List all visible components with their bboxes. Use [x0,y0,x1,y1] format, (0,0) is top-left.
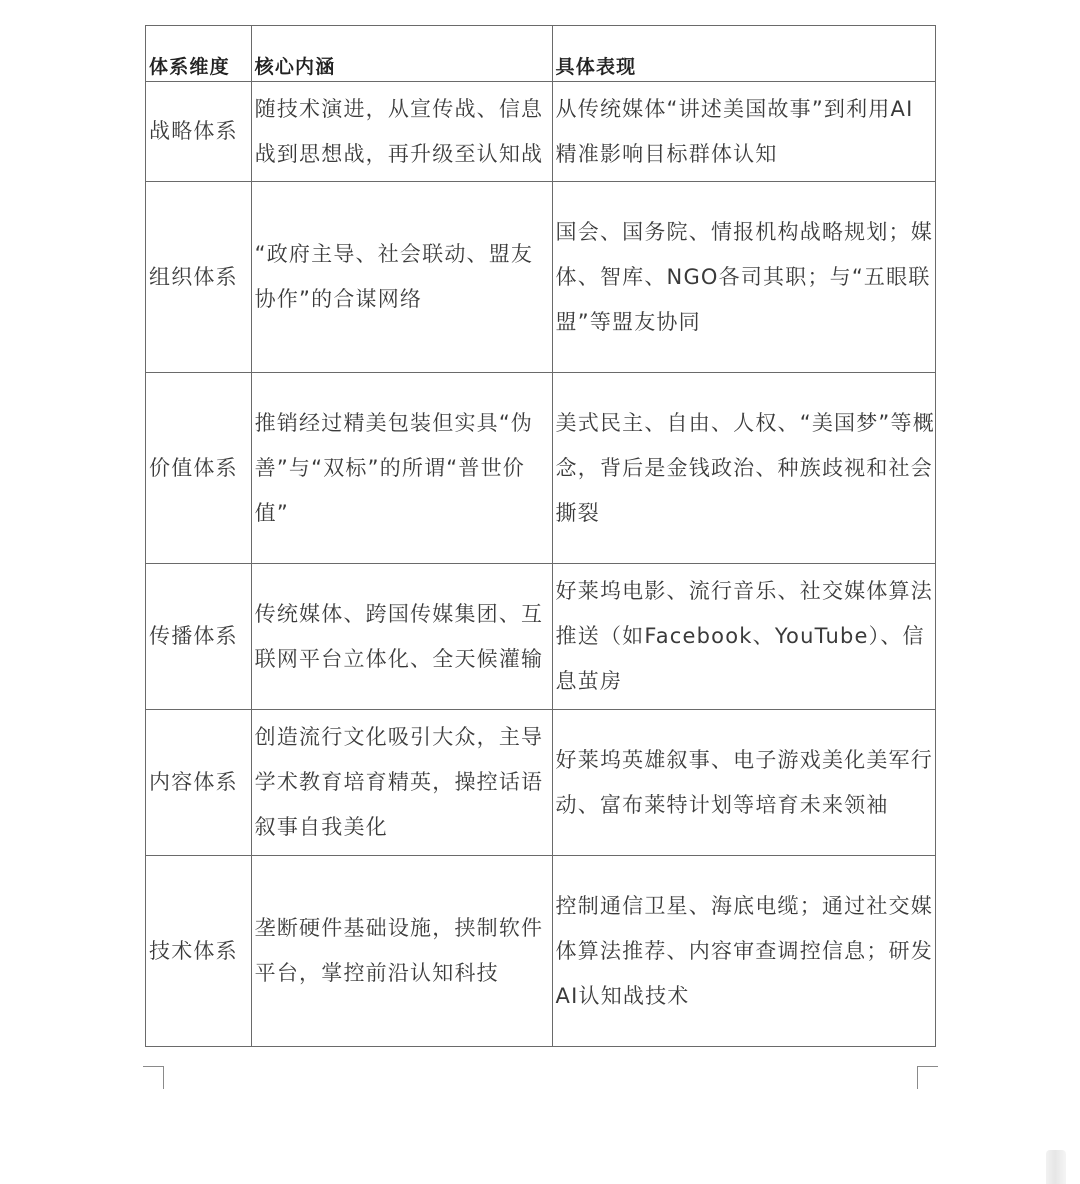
row-detail: 好莱坞英雄叙事、电子游戏美化美军行动、富布莱特计划等培育未来领袖 [552,710,935,856]
header-detail: 具体表现 [552,26,935,82]
row-core: 随技术演进，从宣传战、信息战到思想战，再升级至认知战 [251,82,552,182]
row-core: 创造流行文化吸引大众，主导学术教育培育精英，操控话语叙事自我美化 [251,710,552,856]
header-core: 核心内涵 [251,26,552,82]
page-corner-mark-left [143,1066,164,1089]
row-detail: 国会、国务院、情报机构战略规划；媒体、智库、NGO各司其职；与“五眼联盟”等盟友协同 [552,182,935,373]
row-detail: 控制通信卫星、海底电缆；通过社交媒体算法推荐、内容审查调控信息；研发AI认知战技术 [552,856,935,1047]
row-dimension: 战略体系 [146,82,252,182]
scroll-indicator[interactable] [1046,1150,1066,1184]
table-row [146,856,936,1047]
row-core: “政府主导、社会联动、盟友协作”的合谋网络 [251,182,552,373]
row-dimension: 传播体系 [146,564,252,710]
table-row [146,373,936,564]
row-dimension: 组织体系 [146,182,252,373]
row-core: 垄断硬件基础设施，挟制软件平台，掌控前沿认知科技 [251,856,552,1047]
table-row [146,564,936,710]
row-core: 推销经过精美包装但实具“伪善”与“双标”的所谓“普世价值” [251,373,552,564]
row-dimension: 内容体系 [146,710,252,856]
header-dimension: 体系维度 [146,26,252,82]
table-row [146,710,936,856]
row-dimension: 技术体系 [146,856,252,1047]
table-row [146,82,936,182]
row-detail: 美式民主、自由、人权、“美国梦”等概念，背后是金钱政治、种族歧视和社会撕裂 [552,373,935,564]
row-dimension: 价值体系 [146,373,252,564]
comparison-table [145,25,936,1047]
row-core: 传统媒体、跨国传媒集团、互联网平台立体化、全天候灌输 [251,564,552,710]
table-header-row [146,26,936,82]
row-detail: 从传统媒体“讲述美国故事”到利用AI精准影响目标群体认知 [552,82,935,182]
row-detail: 好莱坞电影、流行音乐、社交媒体算法推送（如Facebook、YouTube）、信息茧房 [552,564,935,710]
table-row [146,182,936,373]
page-corner-mark-right [917,1066,938,1089]
